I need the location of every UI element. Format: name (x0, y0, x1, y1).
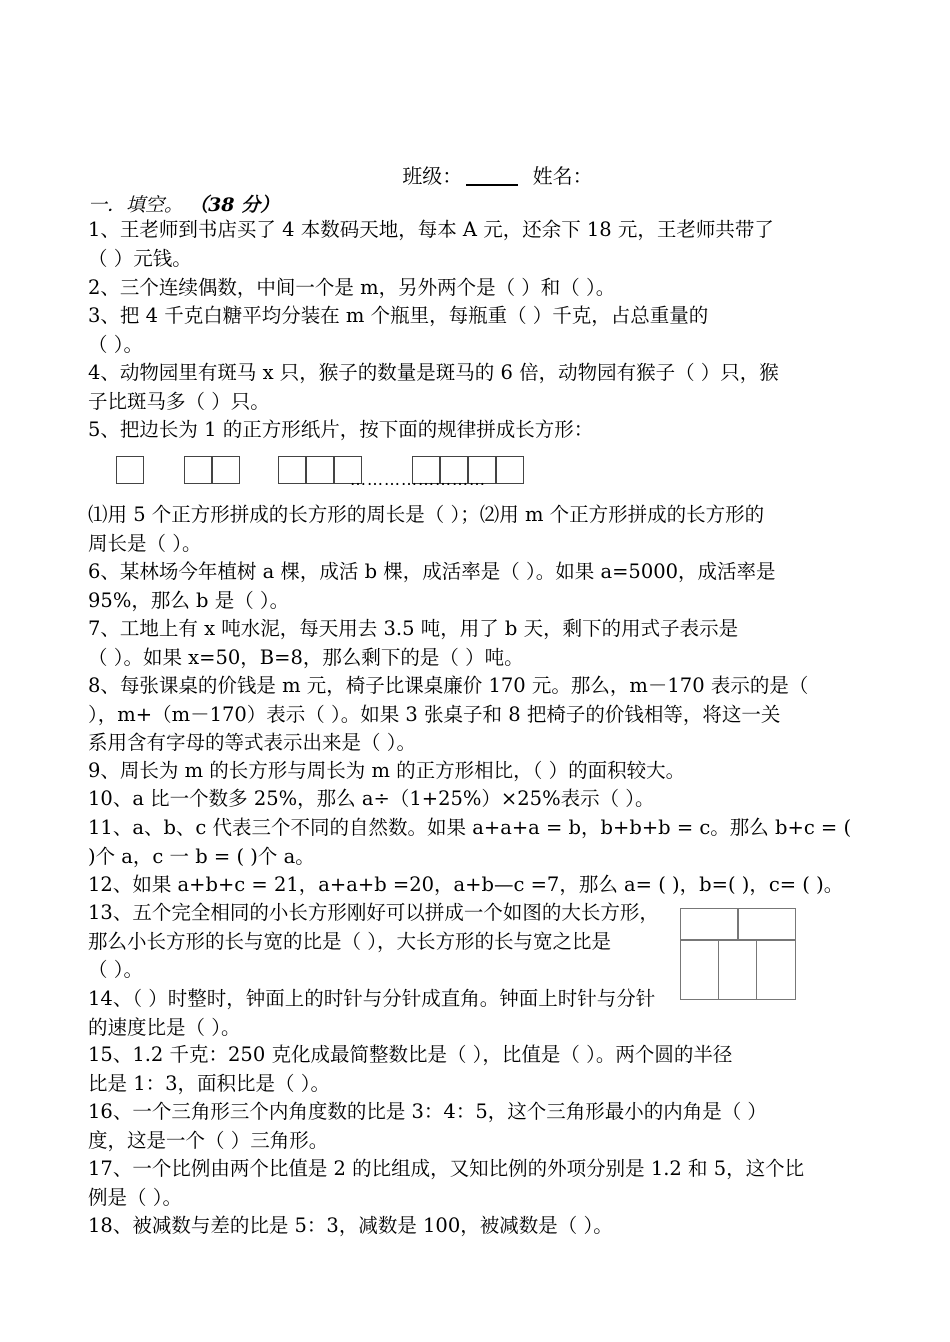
question-2-line-1: 2、三个连续偶数，中间一个是 m，另外两个是（ ）和（ ）。 (88, 276, 616, 299)
question-6-line-2: 95%，那么 b 是（ ）。 (88, 588, 290, 612)
question-13-line-3: （ ）。 (88, 958, 143, 982)
pattern-ellipsis: …………………… (350, 470, 486, 489)
question-13-line-2: 那么小长方形的长与宽的比是（ ），大长方形的长与宽之比是 (88, 929, 611, 953)
question-14-line-1: 14、（ ）时整时，钟面上的时针与分针成直角。钟面上时针与分针 (88, 987, 656, 1010)
section-number: 一． (88, 194, 127, 216)
question-14-line-2: 的速度比是（ ）。 (88, 1015, 241, 1039)
question-11-line-2: )个 a，c 一 b = ( )个 a。 (88, 844, 315, 868)
question-16-line-1: 16、一个三角形三个内角度数的比是 3：4：5，这个三角形最小的内角是（ ） (88, 1100, 767, 1123)
question-5-line-2: ⑴用 5 个正方形拼成的长方形的周长是（ ）；⑵用 m 个正方形拼成的长方形的 (88, 503, 765, 526)
question-15-line-1: 15、1.2 千克：250 克化成最简整数比是（ ），比值是（ ）。两个圆的半径 (88, 1043, 733, 1066)
question-8-line-3: 系用含有字母的等式表示出来是（ ）。 (88, 731, 416, 755)
question-8 (88, 672, 878, 758)
question-10-line-1: 10、a 比一个数多 25%，那么 a÷（1+25%）×25%表示（ ）。 (88, 787, 655, 810)
square-1x2-b (212, 456, 240, 484)
question-1 (88, 216, 878, 273)
figure-rect-top-left (680, 908, 738, 940)
question-9-line-1: 9、周长为 m 的长方形与周长为 m 的正方形相比，（ ）的面积较大。 (88, 759, 686, 782)
question-5-line-3: 周长是（ ）。 (88, 531, 202, 555)
question-7-line-1: 7、工地上有 x 吨水泥，每天用去 3.5 吨，用了 b 天，剩下的用式子表示是 (88, 617, 739, 640)
square-1x1 (116, 456, 144, 484)
question-11 (88, 814, 878, 871)
class-label: 班级： (402, 164, 463, 188)
section-title (88, 190, 279, 217)
question-8-line-1: 8、每张课桌的价钱是 m 元，椅子比课桌廉价 170 元。那么，m－170 表示的是（ (88, 674, 809, 697)
question-7-line-2: （ ）。如果 x=50，B=8，那么剩下的是（ ）吨。 (88, 645, 524, 669)
question-16-line-2: 度，这是一个（ ）三角形。 (88, 1128, 329, 1152)
question-10 (88, 785, 878, 814)
question-3-line-1: 3、把 4 千克白糖平均分装在 m 个瓶里，每瓶重（ ）千克，占总重量的 (88, 304, 709, 327)
question-17-line-1: 17、一个比例由两个比值是 2 的比组成，又知比例的外项分别是 1.2 和 5，这个比 (88, 1157, 805, 1180)
question-17-line-2: 例是（ ）。 (88, 1185, 182, 1209)
section-score: （38 分） (189, 194, 280, 216)
question-7 (88, 615, 878, 672)
square-1x3-a (278, 456, 306, 484)
square-1x4-d (496, 456, 524, 484)
section-name: 填空。 (126, 194, 184, 216)
question-6 (88, 558, 878, 615)
name-label: 姓名： (532, 164, 593, 188)
question-12 (88, 871, 878, 900)
question-3 (88, 302, 878, 359)
square-1x2-a (184, 456, 212, 484)
question-1-line-2: （ ）元钱。 (88, 246, 192, 270)
question-5-parts (88, 501, 878, 558)
question-17 (88, 1155, 878, 1212)
question-4-line-1: 4、动物园里有斑马 x 只，猴子的数量是斑马的 6 倍，动物园有猴子（ ）只，猴 (88, 361, 779, 384)
question-18-line-1: 18、被减数与差的比是 5：3，减数是 100，被减数是（ ）。 (88, 1214, 613, 1237)
question-13-line-1: 13、五个完全相同的小长方形刚好可以拼成一个如图的大长方形， (88, 901, 659, 924)
question-3-line-2: （ ）。 (88, 332, 143, 356)
square-1x3-b (306, 456, 334, 484)
question-4-line-2: 子比斑马多（ ）只。 (88, 389, 270, 413)
question-4 (88, 359, 878, 416)
question-6-line-1: 6、某林场今年植树 a 棵，成活 b 棵，成活率是（ ）。如果 a=5000，成活率是 (88, 560, 776, 583)
question-1-line-1: 1、王老师到书店买了 4 本数码天地，每本 A 元，还余下 18 元，王老师共带了 (88, 218, 774, 241)
figure-rect-bottom-1 (680, 940, 720, 1000)
question-15-line-2: 比是 1：3，面积比是（ ）。 (88, 1071, 330, 1095)
rectangle-figure (680, 908, 796, 1000)
question-12-line-1: 12、如果 a+b+c = 21，a+a+b =20，a+b—c =7，那么 a= ( )，b=( )，c= ( )。 (88, 873, 844, 896)
figure-rect-top-right (738, 908, 796, 940)
student-info-header (0, 160, 950, 189)
question-9 (88, 757, 878, 786)
question-18 (88, 1212, 878, 1241)
question-15 (88, 1041, 878, 1098)
question-16 (88, 1098, 878, 1155)
question-2 (88, 274, 878, 303)
question-5 (88, 416, 878, 445)
question-11-line-1: 11、a、b、c 代表三个不同的自然数。如果 a+a+a = b，b+b+b = c。那么 b+c = ( (88, 816, 852, 839)
question-5-line-1: 5、把边长为 1 的正方形纸片，按下面的规律拼成长方形： (88, 418, 594, 441)
figure-rect-bottom-2 (718, 940, 758, 1000)
figure-rect-bottom-3 (756, 940, 796, 1000)
question-8-line-2: ），m+（m－170）表示（ ）。如果 3 张桌子和 8 把椅子的价钱相等，将这一关 (88, 702, 781, 726)
class-blank-field[interactable] (466, 164, 518, 186)
